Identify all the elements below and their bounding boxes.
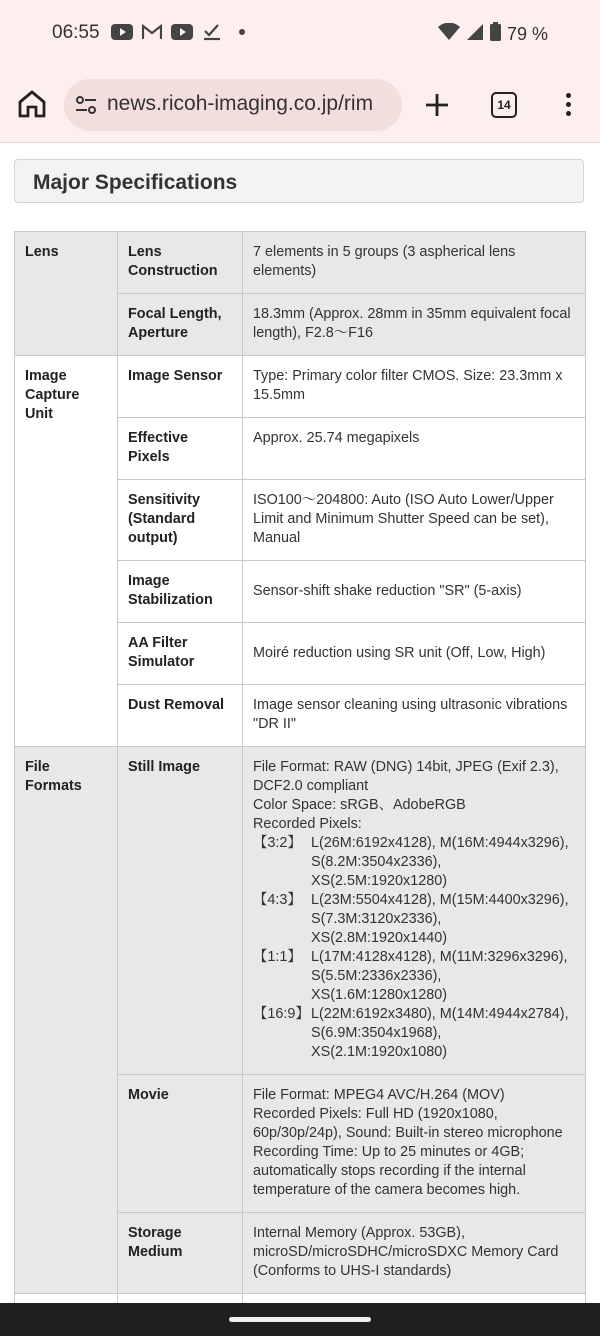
spec-value: Type: Primary color filter CMOS. Size: 23.3mm x 15.5mm [243, 356, 586, 418]
dot [566, 102, 571, 107]
spec-value [243, 1294, 586, 1304]
signal-icon [466, 23, 484, 46]
section-title: Major Specifications [14, 159, 584, 203]
battery-icon [490, 22, 501, 46]
system-navigation-bar [0, 1303, 600, 1336]
gesture-handle[interactable] [229, 1317, 371, 1322]
battery-percent: 79 % [506, 23, 548, 44]
address-bar[interactable] [64, 79, 402, 131]
table-row [15, 356, 586, 418]
spec-label [118, 1294, 243, 1304]
spec-value: Internal Memory (Approx. 53GB), microSD/microSDHC/microSDXC Memory Card (Conforms to UHS-I standards) [243, 1213, 586, 1294]
category-cell: Image Capture Unit [15, 356, 118, 747]
spec-label: Storage Medium [118, 1213, 243, 1294]
spec-value: 18.3mm (Approx. 28mm in 35mm equivalent focal length), F2.8～F16 [243, 294, 586, 356]
overflow-menu-button[interactable] [558, 90, 578, 120]
spec-label: AA Filter Simulator [118, 623, 243, 685]
browser-toolbar [0, 68, 600, 143]
tab-switcher-button[interactable]: 14 [491, 92, 517, 118]
home-icon [14, 86, 50, 122]
table-row [15, 1294, 586, 1304]
recorded-pixels-group: 【1:1】 L(17M:4128x4128), M(11M:3296x3296), S(5.5M:2336x2336), XS(1.6M:1280x1280) [253, 949, 568, 1003]
spec-label: Sensitivity (Standard output) [118, 480, 243, 561]
recorded-pixels-group: 【3:2】 L(26M:6192x4128), M(16M:4944x3296), S(8.2M:3504x2336), XS(2.5M:1920x1280) [253, 835, 569, 889]
notification-icons [111, 22, 253, 42]
wifi-icon [438, 23, 460, 46]
dot [566, 111, 571, 116]
status-time: 06:55 [52, 22, 100, 43]
spec-label: Effective Pixels [118, 418, 243, 480]
spec-label: Image Sensor [118, 356, 243, 418]
spec-value: Approx. 25.74 megapixels [243, 418, 586, 480]
url-text[interactable]: news.ricoh-imaging.co.jp/rim [107, 92, 374, 115]
tasks-check-icon [201, 22, 223, 42]
page-content [0, 143, 600, 1303]
specifications-table [14, 231, 586, 1303]
spec-value: Sensor-shift shake reduction "SR" (5-axis) [243, 561, 586, 623]
spec-label: Dust Removal [118, 685, 243, 747]
table-row [15, 747, 586, 1075]
status-bar [0, 0, 600, 68]
category-cell: File Formats [15, 747, 118, 1294]
category-cell: Lens [15, 232, 118, 356]
spec-label: Still Image [118, 747, 243, 1075]
site-settings-icon[interactable] [74, 93, 98, 117]
dot [566, 93, 571, 98]
spec-value: File Format: RAW (DNG) 14bit, JPEG (Exif 2.3), DCF2.0 compliant Color Space: sRGB、AdobeRGB Recorded Pixels: 【3:2】 L(26M:6192x4128), M(16M:4944x3296), S(8.2M:3504x2336), XS(2.5M:1920x1280) 【4:3】 L(23M:5504x4128), M(15M:4400x3296), S(7.3M:3120x2336), XS(2.8M:1920x1440) 【1:1】 L(17M:4128x4128), M(11M:3296x3296), S(5.5M:2336x2336), XS(1.6M:1280x1280) 【16:9】 L(22M:6192x3480), M(14M:4944x2784), S(6.9M:3504x1968), XS(2.1M:1920x1080) [243, 747, 586, 1075]
recorded-pixels-group: 【16:9】 L(22M:6192x3480), M(14M:4944x2784), S(6.9M:3504x1968), XS(2.1M:1920x1080) [253, 1006, 569, 1060]
spec-value: ISO100～204800: Auto (ISO Auto Lower/Upper Limit and Minimum Shutter Speed can be set), Manual [243, 480, 586, 561]
spec-label: Focal Length, Aperture [118, 294, 243, 356]
youtube-icon [111, 22, 133, 42]
table-row [15, 232, 586, 294]
spec-value: Moiré reduction using SR unit (Off, Low, High) [243, 623, 586, 685]
spec-label: Image Stabilization [118, 561, 243, 623]
spec-value: 7 elements in 5 groups (3 aspherical lens elements) [243, 232, 586, 294]
system-status [438, 22, 548, 46]
spec-value: Image sensor cleaning using ultrasonic vibrations "DR II" [243, 685, 586, 747]
spec-label: Lens Construction [118, 232, 243, 294]
spec-value: File Format: MPEG4 AVC/H.264 (MOV) Recorded Pixels: Full HD (1920x1080, 60p/30p/24p), Sound: Built-in stereo microphone Recording Time: Up to 25 minutes or 4GB; automatically stops recording if the internal temperature of the camera becomes high. [243, 1075, 586, 1213]
category-cell [15, 1294, 118, 1304]
plus-icon [422, 90, 452, 120]
youtube-icon [171, 22, 193, 42]
home-button[interactable] [14, 86, 50, 122]
gmail-icon [141, 22, 163, 42]
spec-label: Movie [118, 1075, 243, 1213]
recorded-pixels-group: 【4:3】 L(23M:5504x4128), M(15M:4400x3296), S(7.3M:3120x2336), XS(2.8M:1920x1440) [253, 892, 569, 946]
dot-icon [231, 22, 253, 42]
new-tab-button[interactable] [422, 90, 452, 120]
